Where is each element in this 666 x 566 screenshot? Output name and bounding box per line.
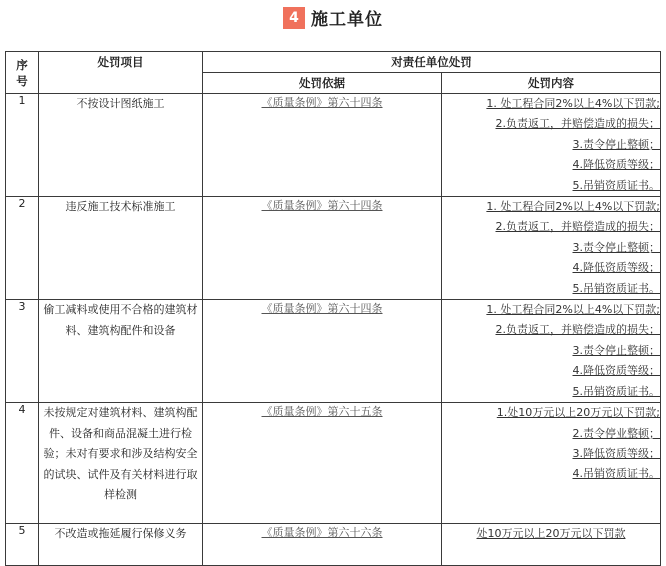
row-item: 违反施工技术标准施工 [39,197,203,300]
row-seq: 3 [6,300,39,403]
penalty-line[interactable]: 2.负责返工，并赔偿造成的损失； [495,323,660,337]
basis-link[interactable]: 《质量条例》第六十四条 [261,302,383,316]
penalty-line[interactable]: 3.责令停止整顿； [572,343,660,357]
penalty-line[interactable]: 4.降低资质等级； [572,364,660,378]
table-row [6,524,661,566]
penalty-line[interactable]: 1.处10万元以上20万元以下罚款; [496,406,660,420]
header-item: 处罚项目 [39,52,203,94]
penalty-line[interactable]: 2.负责返工，并赔偿造成的损失； [495,117,660,131]
basis-link[interactable]: 《质量条例》第六十六条 [261,526,383,540]
header-basis: 处罚依据 [203,73,442,94]
penalty-line[interactable]: 4.降低资质等级； [572,158,660,172]
row-seq: 5 [6,524,39,566]
penalty-line[interactable]: 4.降低资质等级； [572,261,660,275]
row-penalties [442,524,661,566]
table-row [6,403,661,524]
penalty-line[interactable]: 2.负责返工，并赔偿造成的损失； [495,220,660,234]
table-row [6,94,661,197]
row-penalties [442,300,661,403]
penalty-line[interactable]: 5.吊销资质证书。 [572,178,660,192]
table-row [6,197,661,300]
row-penalties [442,197,661,300]
penalty-line[interactable]: 1. 处工程合同2%以上4%以下罚款; [486,303,660,317]
row-basis [203,197,442,300]
basis-link[interactable]: 《质量条例》第六十四条 [261,96,383,109]
section-heading [0,5,666,30]
row-item: 偷工减料或使用不合格的建筑材料、建筑构配件和设备 [39,300,203,403]
row-seq: 4 [6,403,39,524]
basis-link[interactable]: 《质量条例》第六十四条 [261,199,383,213]
penalty-line[interactable]: 4.吊销资质证书。 [572,467,660,481]
penalty-line[interactable]: 2.责令停业整顿； [572,426,660,440]
penalty-line[interactable]: 1. 处工程合同2%以上4%以下罚款; [486,97,660,110]
row-seq: 1 [6,94,39,197]
row-item: 不改造或拖延履行保修义务 [39,524,203,566]
basis-link[interactable]: 《质量条例》第六十五条 [261,405,383,419]
row-basis [203,300,442,403]
row-basis [203,403,442,524]
header-seq: 序号 [6,52,39,94]
penalty-line[interactable]: 处10万元以上20万元以下罚款 [476,527,626,541]
row-item: 未按规定对建筑材料、建筑构配件、设备和商品混凝土进行检验；未对有要求和涉及结构安全的试块、试件及有关材料进行取样检测 [39,403,203,524]
penalty-line[interactable]: 1. 处工程合同2%以上4%以下罚款; [486,200,660,214]
penalty-line[interactable]: 5.吊销资质证书。 [572,384,660,398]
row-penalties [442,403,661,524]
section-number-badge: 4 [283,7,305,29]
row-penalties [442,94,661,197]
row-seq: 2 [6,197,39,300]
penalty-line[interactable]: 3.责令停止整顿； [572,240,660,254]
table-row [6,300,661,403]
row-item: 不按设计图纸施工 [39,94,203,197]
penalty-table [5,51,661,566]
header-content: 处罚内容 [442,73,661,94]
penalty-line[interactable]: 3.责令停止整顿； [572,137,660,151]
row-basis [203,94,442,197]
row-basis [203,524,442,566]
header-group: 对责任单位处罚 [203,52,661,73]
section-title: 施工单位 [311,10,383,30]
penalty-line[interactable]: 5.吊销资质证书。 [572,281,660,295]
penalty-line[interactable]: 3.降低资质等级； [572,446,660,460]
